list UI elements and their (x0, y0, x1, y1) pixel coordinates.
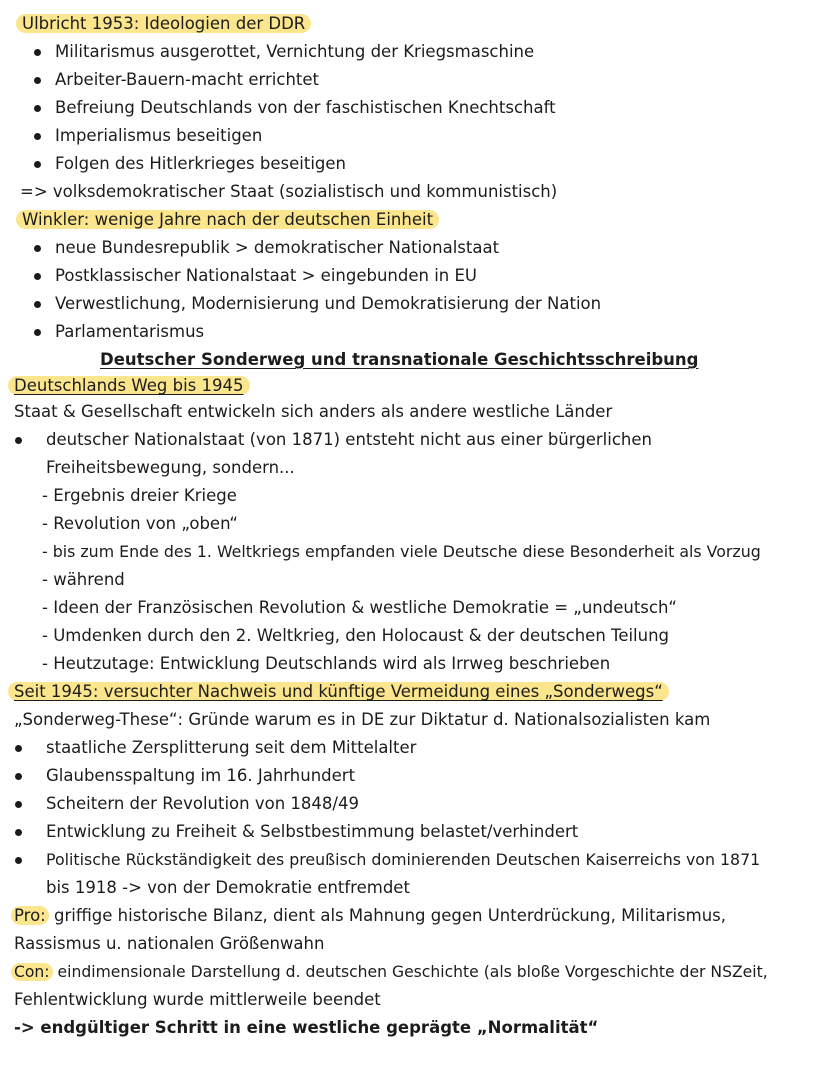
list-item: Glaubensspaltung im 16. Jahrhundert (0, 762, 828, 790)
pro-line: Pro: griffige historische Bilanz, dient als Mahnung gegen Unterdrückung, Militarismus, (0, 902, 828, 930)
list-item: Postklassischer Nationalstaat > eingebunden in EU (0, 262, 828, 290)
list-item: Politische Rückständigkeit des preußisch dominierenden Deutschen Kaiserreichs von 1871 (0, 846, 828, 874)
page-title: Deutscher Sonderweg und transnationale Geschichtsschreibung (100, 350, 699, 369)
list-item: Parlamentarismus (0, 318, 828, 346)
con-line: Con: eindimensionale Darstellung d. deutschen Geschichte (als bloße Vorgeschichte der NSZeit, (0, 958, 828, 986)
dash-item: - Revolution von „oben“ (42, 514, 238, 533)
dash-item: - Umdenken durch den 2. Weltkrieg, den Holocaust & der deutschen Teilung (42, 626, 670, 645)
con-line-continuation: Fehlentwicklung wurde mittlerweile beendet (14, 990, 381, 1009)
intro-line: „Sonderweg-These“: Gründe warum es in DE zur Diktatur d. Nationalsozialisten kam (14, 710, 711, 729)
dash-item: - bis zum Ende des 1. Weltkriegs empfanden viele Deutsche diese Besonderheit als Vorzug (42, 542, 761, 561)
list-item-continuation: bis 1918 -> von der Demokratie entfremdet (46, 878, 410, 897)
con-label: Con: (11, 963, 53, 981)
list-item: Verwestlichung, Modernisierung und Demokratisierung der Nation (0, 290, 828, 318)
list-item: Befreiung Deutschlands von der faschistischen Knechtschaft (0, 94, 828, 122)
list-item: Militarismus ausgerottet, Vernichtung der Kriegsmaschine (0, 38, 828, 66)
dash-item: - Ideen der Französischen Revolution & westliche Demokratie = „undeutsch“ (42, 598, 677, 617)
pro-line-continuation: Rassismus u. nationalen Größenwahn (14, 934, 325, 953)
dash-item: - Ergebnis dreier Kriege (42, 486, 237, 505)
section-heading-winkler: Winkler: wenige Jahre nach der deutschen Einheit (0, 206, 828, 234)
dash-item: - Heutzutage: Entwicklung Deutschlands wird als Irrweg beschrieben (42, 654, 611, 673)
list-item: neue Bundesrepublik > demokratischer Nationalstaat (0, 234, 828, 262)
list-item: Imperialismus beseitigen (0, 122, 828, 150)
final-conclusion: -> endgültiger Schritt in eine westliche geprägte „Normalität“ (14, 1018, 599, 1037)
list-item: deutscher Nationalstaat (von 1871) entsteht nicht aus einer bürgerlichen (0, 426, 828, 454)
list-item: staatliche Zersplitterung seit dem Mittelalter (0, 734, 828, 762)
list-item: Folgen des Hitlerkrieges beseitigen (0, 150, 828, 178)
section-heading-seit-1945: Seit 1945: versuchter Nachweis und künftige Vermeidung eines „Sonderwegs“ (0, 678, 828, 706)
list-item-continuation: Freiheitsbewegung, sondern... (46, 458, 295, 477)
list-item: Entwicklung zu Freiheit & Selbstbestimmung belastet/verhindert (0, 818, 828, 846)
dash-item: - während (42, 570, 125, 589)
pro-label: Pro: (11, 906, 49, 925)
list-item: Arbeiter-Bauern-macht errichtet (0, 66, 828, 94)
conclusion-line: => volksdemokratischer Staat (sozialistisch und kommunistisch) (20, 182, 558, 201)
intro-line: Staat & Gesellschaft entwickeln sich anders als andere westliche Länder (14, 402, 613, 421)
list-item: Scheitern der Revolution von 1848/49 (0, 790, 828, 818)
section-heading-weg: Deutschlands Weg bis 1945 (0, 372, 828, 400)
section-heading-ulbricht: Ulbricht 1953: Ideologien der DDR (0, 10, 828, 38)
